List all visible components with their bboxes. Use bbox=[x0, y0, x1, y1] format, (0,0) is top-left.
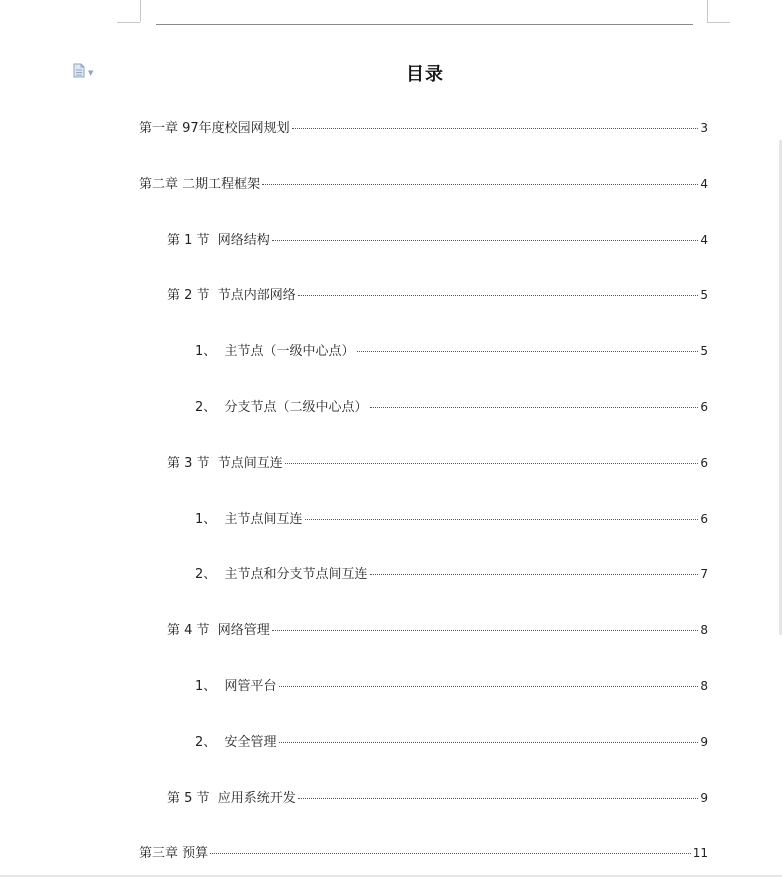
toc-dot-leader bbox=[357, 351, 699, 352]
toc-page-number: 8 bbox=[700, 623, 708, 637]
toc-entry[interactable] bbox=[195, 732, 708, 752]
toc-entry-label: 第三章 预算 bbox=[139, 846, 209, 861]
toc-dot-leader bbox=[292, 128, 699, 129]
chevron-down-icon: ▼ bbox=[88, 68, 94, 77]
toc-entry-label: 2、 安全管理 bbox=[195, 735, 277, 750]
toc-page-number: 11 bbox=[692, 846, 708, 860]
toc-page-number: 7 bbox=[700, 567, 708, 581]
toc-page-number: 8 bbox=[700, 679, 708, 693]
toc-page-number: 9 bbox=[700, 735, 708, 749]
toc-entry[interactable] bbox=[195, 397, 708, 417]
toc-page-number: 5 bbox=[700, 344, 708, 358]
toc-dot-leader bbox=[298, 798, 699, 799]
toc-entry-label: 第二章 二期工程框架 bbox=[139, 177, 261, 192]
toc-entry-label: 第 1 节 网络结构 bbox=[167, 233, 270, 248]
toc-dot-leader bbox=[305, 519, 699, 520]
toc-entry[interactable] bbox=[167, 788, 708, 808]
toc-entry-label: 第一章 97年度校园网规划 bbox=[139, 121, 290, 136]
toc-entry-label: 第 2 节 节点内部网络 bbox=[167, 288, 296, 303]
toc-entry[interactable] bbox=[139, 118, 708, 138]
toc-dot-leader bbox=[370, 407, 699, 408]
toc-entry[interactable] bbox=[195, 564, 708, 584]
page-title: 目录 bbox=[406, 64, 444, 85]
toc-page-number: 5 bbox=[700, 288, 708, 302]
toc-entry-label: 1、 主节点（一级中心点） bbox=[195, 344, 355, 359]
toc-entry[interactable] bbox=[195, 676, 708, 696]
toc-page-number: 6 bbox=[700, 400, 708, 414]
toc-dot-leader bbox=[370, 574, 699, 575]
toc-dot-leader bbox=[210, 853, 691, 854]
toc-entry[interactable] bbox=[195, 341, 708, 361]
toc-entry[interactable] bbox=[167, 620, 708, 640]
toc-entry-label: 第 5 节 应用系统开发 bbox=[167, 791, 296, 806]
toc-entry[interactable] bbox=[195, 509, 708, 529]
toc-page-number: 4 bbox=[700, 233, 708, 247]
toc-entry-label: 2、 主节点和分支节点间互连 bbox=[195, 567, 368, 582]
toc-entry-label: 第 3 节 节点间互连 bbox=[167, 456, 283, 471]
toc-dot-leader bbox=[298, 295, 699, 296]
toc-entry[interactable] bbox=[167, 230, 708, 250]
toc-dot-leader bbox=[279, 742, 699, 743]
toc-page-number: 6 bbox=[700, 512, 708, 526]
toc-entry-label: 第 4 节 网络管理 bbox=[167, 623, 270, 638]
toc-page-number: 4 bbox=[700, 177, 708, 191]
toc-dot-leader bbox=[262, 184, 698, 185]
toc-entry[interactable] bbox=[139, 174, 708, 194]
toc-entry[interactable] bbox=[167, 285, 708, 305]
toc-page-number: 9 bbox=[700, 791, 708, 805]
toc-entry[interactable] bbox=[139, 843, 708, 863]
toc-entry-label: 1、 主节点间互连 bbox=[195, 512, 303, 527]
toc-page-number: 3 bbox=[700, 121, 708, 135]
toc-dot-leader bbox=[285, 463, 699, 464]
toc-dot-leader bbox=[272, 240, 699, 241]
toc-entry-label: 2、 分支节点（二级中心点） bbox=[195, 400, 368, 415]
toc-page-number: 6 bbox=[700, 456, 708, 470]
toc-entry-label: 1、 网管平台 bbox=[195, 679, 277, 694]
toc-entry[interactable] bbox=[167, 453, 708, 473]
toc-dot-leader bbox=[272, 630, 699, 631]
toc-dot-leader bbox=[279, 686, 699, 687]
